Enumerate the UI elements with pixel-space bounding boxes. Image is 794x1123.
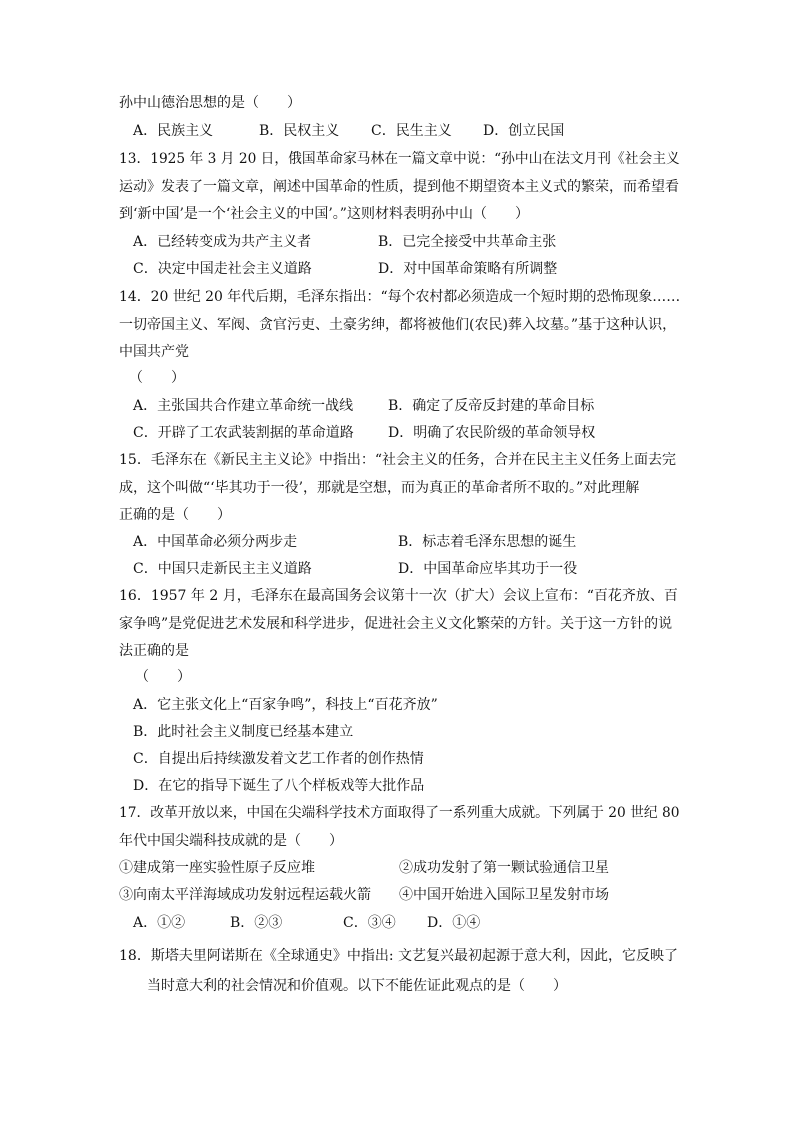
q14-line-1: 14．20 世纪 20 年代后期，毛泽东指出：“每个农村都必须造成一个短时期的恐怖现象…… [119, 289, 681, 305]
q16-option-a: A．它主张文化上“百家争鸣”，科技上“百花齐放” [133, 697, 438, 713]
q14-line-2: 一切帝国主义、军阀、贪官污吏、土豪劣绅，都将被他们(农民)葬入坟墓。”基于这种认识， [119, 317, 677, 333]
q14-line-3: 中国共产党 [119, 344, 189, 360]
q16-answer-blank: （ ） [135, 669, 191, 685]
q14-answer-blank: （ ） [129, 370, 185, 386]
q15-option-b: B．标志着毛泽东思想的诞生 [398, 534, 577, 550]
q16-option-b: B．此时社会主义制度已经基本建立 [133, 724, 354, 740]
q17-item-2: ②成功发射了第一颗试验通信卫星 [399, 860, 609, 876]
q16-line-2: 家争鸣”是党促进艺术发展和科学进步，促进社会主义文化繁荣的方针。关于这一方针的说 [119, 616, 673, 632]
q17-line-1: 17．改革开放以来，中国在尖端科学技术方面取得了一系列重大成就。下列属于 20 世纪 80 [119, 805, 680, 821]
q17-option-a: A．①② [133, 915, 186, 931]
q16-line-1: 16．1957 年 2 月，毛泽东在最高国务会议第十一次（扩大）会议上宣布：“百花齐放、百 [119, 588, 678, 604]
q15-option-a: A．中国革命必须分两步走 [133, 534, 298, 550]
q17-item-4: ④中国开始进入国际卫星发射市场 [399, 887, 609, 903]
q18-line-1: 18．斯塔夫里阿诺斯在《全球通史》中指出: 文艺复兴最初起源于意大利，因此，它反映了 [119, 948, 678, 964]
q17-item-1: ①建成第一座实验性原子反应堆 [119, 860, 315, 876]
q15-line-3: 正确的是（ ） [119, 507, 231, 523]
q17-option-c: C．③④ [343, 915, 396, 931]
q17-item-3: ③向南太平洋海域成功发射远程运载火箭 [119, 887, 371, 903]
q13-line-2: 运动》发表了一篇文章，阐述中国革命的性质，提到他不期望资本主义式的繁荣，而希望看 [119, 179, 679, 195]
q16-line-3: 法正确的是 [119, 643, 189, 659]
q12-stem-tail: 孙中山德治思想的是（ ） [119, 95, 301, 111]
q14-option-b: B．确定了反帝反封建的革命目标 [388, 398, 595, 414]
q17-option-d: D．①④ [427, 915, 481, 931]
q13-option-d: D．对中国革命策略有所调整 [378, 261, 558, 277]
q16-option-d: D．在它的指导下诞生了八个样板戏等大批作品 [133, 778, 425, 794]
q12-option-a: A．民族主义 [133, 123, 214, 139]
q16-option-c: C．自提出后持续激发着文艺工作者的创作热情 [133, 751, 424, 767]
q15-option-c: C．中国只走新民主主义道路 [133, 561, 312, 577]
q14-option-d: D．明确了农民阶级的革命领导权 [388, 425, 596, 441]
q13-option-b: B．已完全接受中共革命主张 [378, 234, 557, 250]
q17-line-2: 年代中国尖端科技成就的是（ ） [119, 833, 343, 849]
q12-option-c: C．民生主义 [371, 123, 452, 139]
q13-line-1: 13．1925 年 3 月 20 日，俄国革命家马林在一篇文章中说：“孙中山在法文月刊《社会主义 [119, 151, 680, 167]
q15-line-2: 成，这个叫做“‘毕其功于一役’，那就是空想，而为真正的革命者所不取的。”对此理解 [119, 480, 640, 496]
q13-option-a: A．已经转变成为共产主义者 [133, 234, 312, 250]
q15-option-d: D．中国革命应毕其功于一役 [398, 561, 578, 577]
q17-option-b: B．②③ [230, 915, 283, 931]
q13-line-3: 到‘新中国’是一个‘社会主义的中国’。”这则材料表明孙中山（ ） [119, 206, 529, 222]
q15-line-1: 15．毛泽东在《新民主主义论》中指出：“社会主义的任务，合并在民主主义任务上面去完 [119, 452, 676, 468]
q12-option-b: B．民权主义 [259, 123, 340, 139]
q12-option-d: D．创立民国 [483, 123, 565, 139]
q13-option-c: C．决定中国走社会主义道路 [133, 261, 312, 277]
q18-line-2: 当时意大利的社会情况和价值观。以下不能佐证此观点的是（ ） [147, 978, 567, 994]
q14-option-c: C．开辟了工农武装割据的革命道路 [133, 425, 354, 441]
q14-option-a: A．主张国共合作建立革命统一战线 [133, 398, 354, 414]
